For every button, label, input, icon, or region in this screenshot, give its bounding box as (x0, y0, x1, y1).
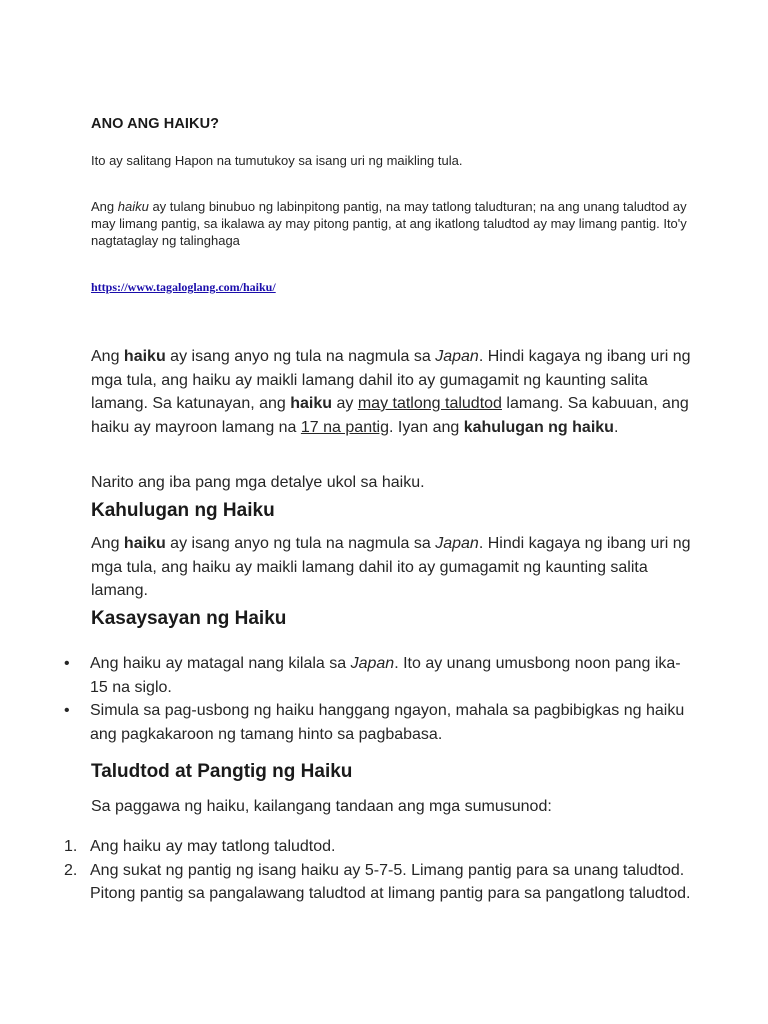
list-item (64, 652, 694, 699)
heading-kahulugan: Kahulugan ng Haiku (91, 500, 275, 521)
section-title: ANO ANG HAIKU? (91, 116, 220, 132)
bold-haiku: haiku (123, 535, 166, 552)
haiku-paragraph (91, 345, 691, 439)
kahulugan-paragraph (91, 532, 691, 603)
text-run: Ang (91, 348, 124, 365)
text-run: Ang haiku ay matagal nang kilala sa (90, 655, 351, 672)
bold-haiku: haiku (123, 348, 166, 365)
underlined-17-na-pantig: 17 na pantig (300, 418, 389, 436)
text-run: Ang (91, 199, 118, 214)
text-run: . Iyan ang (388, 418, 464, 436)
haiku-definition (91, 198, 691, 249)
text-run: Simula sa pag-usbong ng haiku hanggang ngayon, mahala sa pagbibigkas ng haiku ang pagkakaroon ng tamang hinto sa pagbabasa. (90, 702, 685, 743)
text-run: . Ito ay unang umusbong noon pang ika-15 na siglo. (90, 655, 681, 696)
heading-taludtod: Taludtod at Pangtig ng Haiku (91, 761, 353, 782)
bullet-marker: • (64, 655, 70, 672)
kasaysayan-list (64, 652, 694, 746)
intro-text: Ito ay salitang Hapon na tumutukoy sa isang uri ng maikling tula. (91, 153, 463, 168)
taludtod-intro: Sa paggawa ng haiku, kailangang tandaan ang mga sumusunod: (91, 798, 552, 815)
text-run: . (613, 418, 619, 436)
text-run: . Hindi kagaya ng ibang uri ng mga tula, ang haiku ay maikli lamang dahil ito ay gumagamit ng kaunting salita lamang. Sa katunayan, ang (91, 348, 691, 412)
heading-kasaysayan: Kasaysayan ng Haiku (91, 608, 287, 629)
details-note: Narito ang iba pang mga detalye ukol sa haiku. (91, 474, 425, 491)
text-run: ay tulang binubuo ng labinpitong pantig, na may tatlong taludturan; na ang unang taludtod ay may limang pantig, sa ikalawa ay may pitong pantig, at ang ikatlong taludtod ay may limang pantig. Ito'y nagtataglay ng talinghaga (91, 199, 687, 248)
text-run: Ang sukat ng pantig ng isang haiku ay 5-7-5. Limang pantig para sa unang taludtod. Pitong pantig sa pangalawang taludtod at limang pantig para sa pangatlong taludtod. (90, 861, 691, 902)
list-item (64, 835, 694, 859)
list-number: 1. (64, 838, 78, 855)
emphasis-japan: Japan (350, 655, 395, 672)
text-run: Ang (91, 535, 124, 552)
taludtod-list (64, 835, 694, 906)
bold-haiku: haiku (290, 395, 333, 412)
text-run: . Hindi kagaya ng ibang uri ng mga tula, ang haiku ay maikli lamang dahil ito ay gumagamit ng kaunting salita lamang. (91, 535, 691, 599)
text-run: ay isang anyo ng tula na nagmula sa (165, 535, 436, 552)
text-run: ay isang anyo ng tula na nagmula sa (165, 348, 436, 365)
bold-kahulugan: kahulugan ng haiku (463, 418, 614, 436)
emphasis-japan: Japan (435, 348, 479, 365)
list-number: 2. (64, 861, 78, 879)
underlined-may-tatlong-taludtod: may tatlong taludtod (357, 395, 502, 412)
text-run: lamang. Sa kabuuan, ang haiku ay mayroon lamang na (91, 395, 689, 436)
source-link[interactable]: https://www.tagaloglang.com/haiku/ (91, 280, 276, 294)
emphasis-japan: Japan (435, 535, 479, 552)
text-run: Ang haiku ay may tatlong taludtod. (90, 838, 336, 855)
bullet-marker: • (64, 702, 70, 719)
text-run: ay (332, 395, 358, 412)
list-item (64, 859, 694, 906)
list-item (64, 699, 694, 746)
emphasis-haiku: haiku (117, 199, 149, 214)
